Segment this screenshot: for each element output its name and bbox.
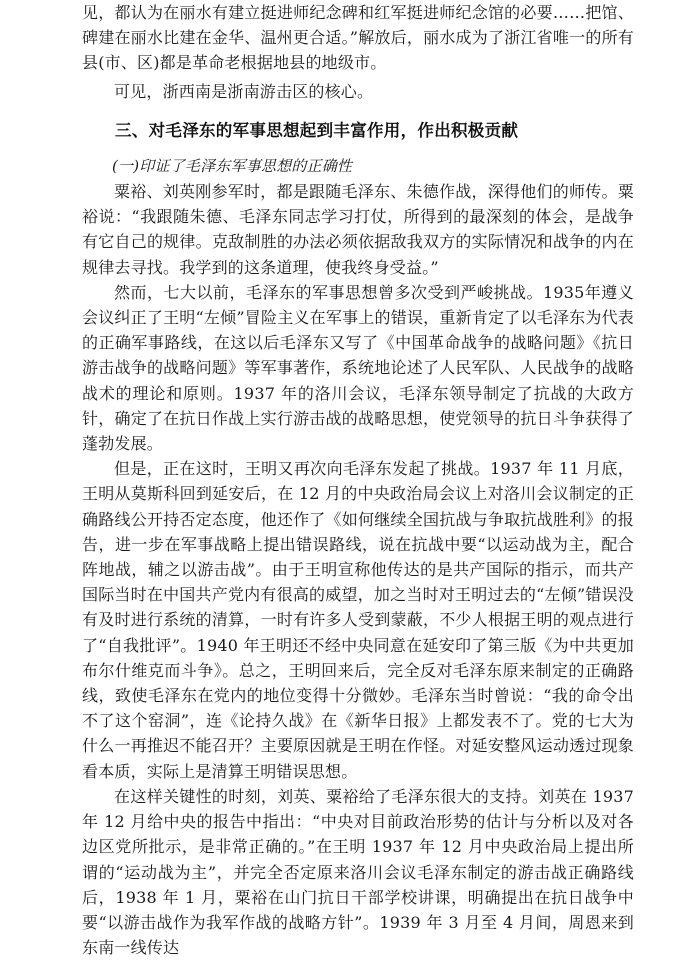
body-paragraph: 在这样关键性的时刻，刘英、粟裕给了毛泽东很大的支持。刘英在 1937 年 12 月给中央的报告中指出：“中央对目前政治形势的估计与分析以及对各边区党所批示，是非常正确的。”在王明 1937 年 12 月中央政治局上提出所谓的“运动战为主”，并完全否定原来洛川会议毛泽东制定的游击战正确路线后，1938 年 1 月，粟裕在山门抗日干部学校讲课，明确提出在抗日战争中要“以游击战作为我军作战的战略方针”。1939 年 3 月至 4 月间，周恩来到东南一线传达 [82, 786, 634, 958]
section-title: 三、对毛泽东的军事思想起到丰富作用，作出积极贡献 [115, 120, 519, 140]
paragraph-conclusion: 可见，浙西南是浙南游击区的核心。 [114, 81, 374, 101]
paragraph-continued: 见，都认为在丽水有建立挺进师纪念碑和红军挺进师纪念馆的必要……把馆、碑建在丽水比建在金华、温州更合适。”解放后，丽水成为了浙江省唯一的所有县(市、区)都是革命老根据地县的地级市。 [82, 3, 634, 73]
body-paragraph: 然而，七大以前，毛泽东的军事思想曾多次受到严峻挑战。1935年遵义会议纠正了王明“左倾”冒险主义在军事上的错误，重新肯定了以毛泽东为代表的正确军事路线，在这以后毛泽东又写了《中国革命战争的战略问题》《抗日游击战争的战略问题》等军事著作，系统地论述了人民军队、人民战争的战略战术的理论和原则。1937 年的洛川会议，毛泽东领导制定了抗战的大政方针，确定了在抗日作战上实行游击战的战略思想，使党领导的抗日斗争获得了蓬勃发展。 [82, 282, 634, 454]
subsection-heading: (一)印证了毛泽东军事思想的正确性 [112, 156, 353, 175]
body-paragraph: 但是，正在这时，王明又再次向毛泽东发起了挑战。1937 年 11 月底，王明从莫斯科回到延安后，在 12 月的中央政治局会议上对洛川会议制定的正确路线公开持否定态度，他还作了《如何继续全国抗战与争取抗战胜利》的报告，进一步在军事战略上提出错误路线，说在抗战中要“以运动战为主，配合阵地战，辅之以游击战”。由于王明宣称他传达的是共产国际的指示，而共产国际当时在中国共产党内有很高的威望，加之当时对王明过去的“左倾”错误没有及时进行系统的清算，一时有许多人受到蒙蔽，不少人根据王明的观点进行了“自我批评”。1940 年王明还不经中央同意在延安印了第三版《为中共更加布尔什维克而斗争》。总之，王明回来后，完全反对毛泽东原来制定的正确路线，致使毛泽东在党内的地位变得十分微妙。毛泽东当时曾说：“我的命令出不了这个窑洞”，连《论持久战》在《新华日报》上都发表不了。党的七大为什么一再推迟不能召开？主要原因就是王明在作怪。对延安整风运动透过现象看本质，实际上是清算王明错误思想。 [82, 459, 634, 781]
body-paragraph: 粟裕、刘英刚参军时，都是跟随毛泽东、朱德作战，深得他们的师传。粟裕说：“我跟随朱德、毛泽东同志学习打仗，所得到的最深刻的体会，是战争有它自己的规律。克敌制胜的办法必须依据敌我双方的实际情况和战争的内在规律去寻找。我学到的这条道理，使我终身受益。” [82, 182, 634, 277]
text-column [82, 0, 634, 960]
